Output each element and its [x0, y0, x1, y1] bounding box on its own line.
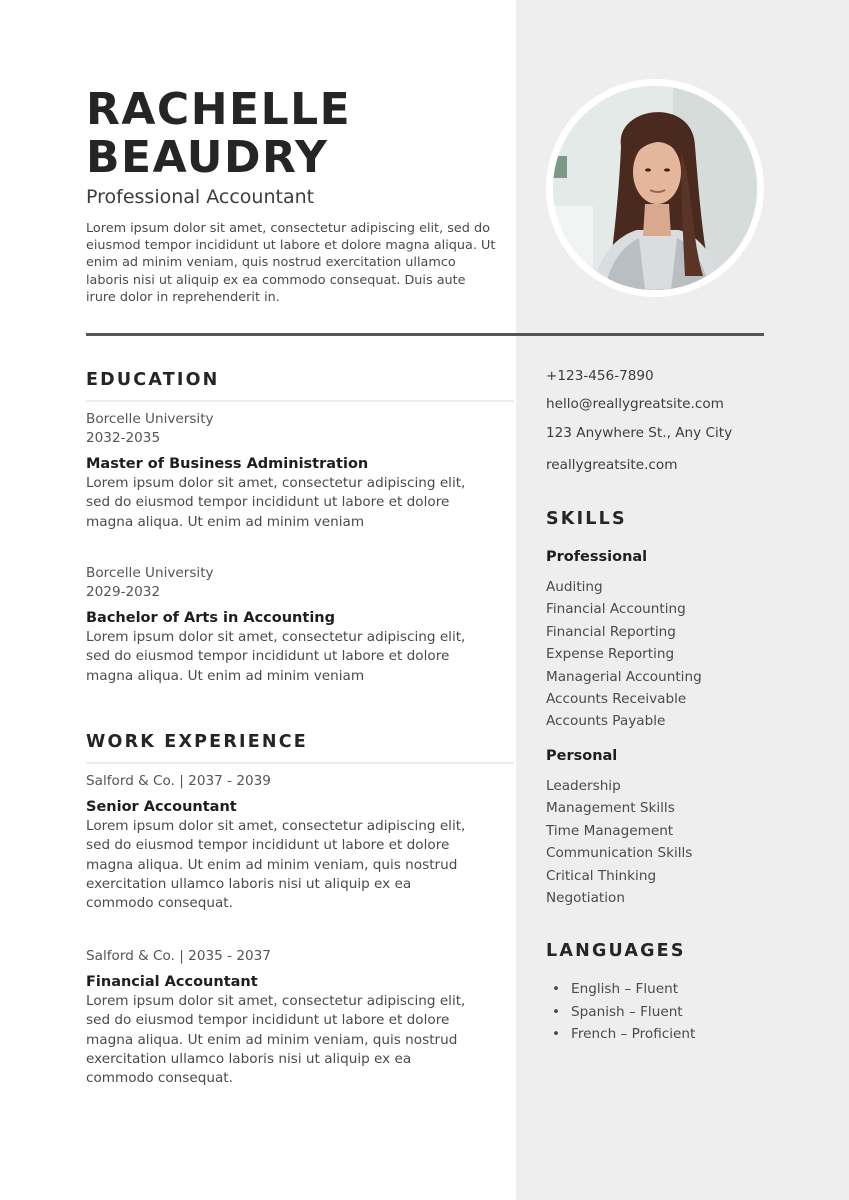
name-last: BEAUDRY: [86, 132, 329, 183]
education-school: Borcelle University: [86, 411, 214, 427]
name-first: RACHELLE: [86, 84, 352, 135]
education-degree: Master of Business Administration: [86, 456, 369, 472]
list-item: Negotiation: [546, 890, 625, 907]
education-description: Lorem ipsum dolor sit amet, consectetur adipiscing elit, sed do eiusmod tempor incididunt ut labore et dolore magna aliqua. Ut enim ad minim veniam: [86, 475, 466, 530]
list-item: Managerial Accounting: [546, 668, 702, 685]
list-item: Auditing: [546, 579, 603, 595]
contact-email[interactable]: hello@reallygreatsite.com: [546, 396, 724, 412]
education-years: 2032-2035: [86, 430, 161, 446]
list-item: [552, 978, 695, 1001]
experience-company: Salford & Co. | 2035 - 2037: [86, 948, 271, 964]
education-years: 2029-2032: [86, 584, 161, 600]
education-rule: [86, 400, 514, 402]
professional-skills-list: [546, 576, 702, 733]
profile-photo: [546, 79, 764, 297]
list-item: Time Management: [546, 822, 674, 839]
work-experience-rule: [86, 762, 514, 764]
list-item: Critical Thinking: [546, 867, 657, 884]
education-heading: EDUCATION: [86, 370, 220, 390]
list-item: Financial Reporting: [546, 623, 676, 640]
bullet-icon: •: [552, 1026, 561, 1042]
skills-professional-heading: Professional: [546, 549, 648, 565]
skills-personal-heading: Personal: [546, 748, 618, 764]
language-label: English – Fluent: [571, 981, 679, 997]
experience-description: Lorem ipsum dolor sit amet, consectetur adipiscing elit, sed do eiusmod tempor incididunt ut labore et dolore magna aliqua. Ut enim ad minim veniam, quis nostrud exercitation ullamco laboris nisi ut aliquip ex ea commodo consequat.: [86, 993, 466, 1087]
experience-role: Financial Accountant: [86, 974, 258, 990]
list-item: Communication Skills: [546, 845, 693, 862]
candidate-name: [86, 86, 506, 182]
education-entry: [86, 410, 466, 532]
list-item: Expense Reporting: [546, 646, 675, 663]
list-item: Leadership: [546, 778, 621, 794]
profile-photo-image: [553, 86, 757, 290]
experience-entry: [86, 947, 466, 1088]
contact-address: 123 Anywhere St., Any City: [546, 425, 733, 441]
education-degree: Bachelor of Arts in Accounting: [86, 610, 335, 626]
language-label: Spanish – Fluent: [571, 1003, 683, 1020]
person-portrait-icon: [553, 86, 757, 290]
education-entry: [86, 564, 466, 686]
experience-description: Lorem ipsum dolor sit amet, consectetur adipiscing elit, sed do eiusmod tempor incididunt ut labore et dolore magna aliqua. Ut enim ad minim veniam, quis nostrud exercitation ullamco laboris nisi ut aliquip ex ea commodo consequat.: [86, 818, 466, 912]
bullet-icon: •: [552, 981, 561, 997]
personal-skills-list: [546, 775, 692, 909]
work-experience-heading: WORK EXPERIENCE: [86, 732, 308, 752]
intro-paragraph: Lorem ipsum dolor sit amet, consectetur adipiscing elit, sed do eiusmod tempor incididunt ut labore et dolore magna aliqua. Ut enim ad minim veniam, quis nostrud exercitation ullamco laboris nisi ut aliquip ex ea commodo consequat. Duis aute irure dolor in reprehenderit in.: [86, 221, 496, 305]
experience-role: Senior Accountant: [86, 799, 237, 815]
header-divider: [86, 333, 764, 336]
experience-entry: [86, 772, 466, 913]
language-label: French – Proficient: [571, 1026, 696, 1042]
languages-heading: LANGUAGES: [546, 941, 686, 961]
list-item: [552, 1001, 695, 1024]
education-description: Lorem ipsum dolor sit amet, consectetur adipiscing elit, sed do eiusmod tempor incididunt ut labore et dolore magna aliqua. Ut enim ad minim veniam: [86, 629, 466, 684]
experience-company: Salford & Co. | 2037 - 2039: [86, 773, 271, 789]
list-item: Management Skills: [546, 800, 675, 817]
skills-heading: SKILLS: [546, 509, 627, 529]
job-title: Professional Accountant: [86, 186, 315, 208]
list-item: [552, 1023, 695, 1046]
bullet-icon: •: [552, 1003, 561, 1020]
list-item: Accounts Receivable: [546, 691, 687, 708]
contact-phone[interactable]: +123-456-7890: [546, 368, 654, 384]
list-item: Financial Accounting: [546, 601, 686, 618]
education-school: Borcelle University: [86, 565, 214, 581]
languages-list: [552, 978, 695, 1046]
contact-website[interactable]: reallygreatsite.com: [546, 457, 678, 473]
list-item: Accounts Payable: [546, 713, 666, 730]
